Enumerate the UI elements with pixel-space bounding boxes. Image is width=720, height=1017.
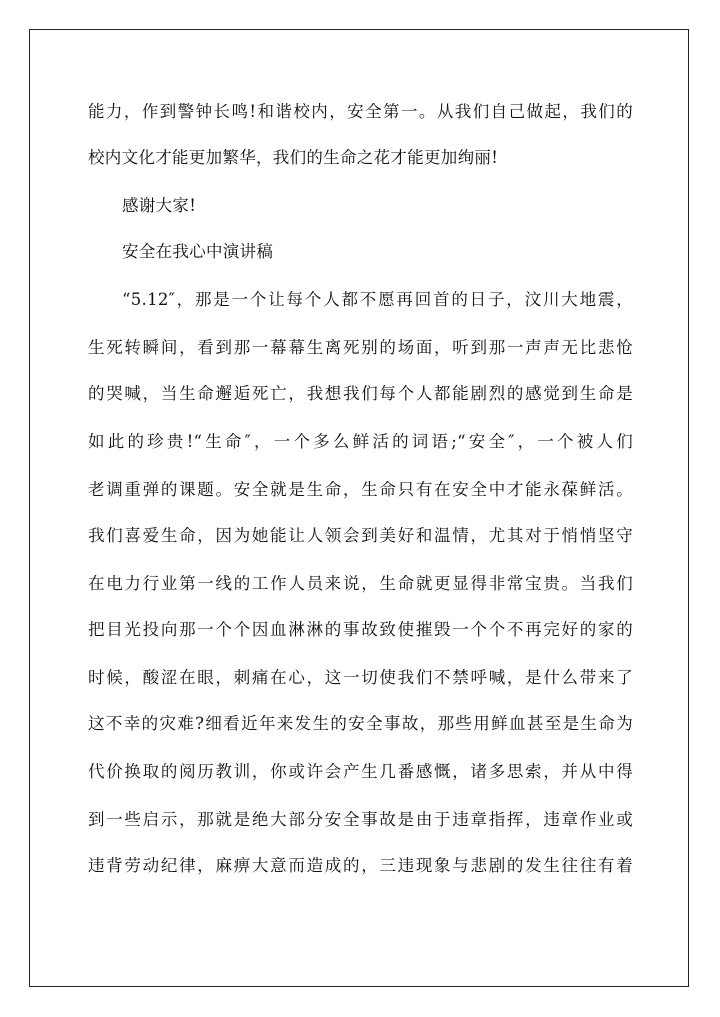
paragraph-line: 校内文化才能更加繁华，我们的生命之花才能更加绚丽!: [88, 148, 499, 167]
paragraph-line: 违背劳动纪律，麻痹大意而造成的，三违现象与悲剧的发生往往有着: [88, 856, 633, 875]
paragraph-line: 能力，作到警钟长鸣!和谐校内，安全第一。从我们自己做起，我们的: [88, 102, 633, 121]
paragraph-line: 我们喜爱生命，因为她能让人领会到美好和温情，尤其对于悄悄坚守: [88, 526, 633, 545]
paragraph-line: 把目光投向那一个个因血淋淋的事故致使摧毁一个个不再完好的家的: [88, 620, 633, 639]
paragraph-line: 到一些启示，那就是绝大部分安全事故是由于违章指挥，违章作业或: [88, 810, 633, 829]
paragraph-line: 在电力行业第一线的工作人员来说，生命就更显得非常宝贵。当我们: [88, 574, 633, 593]
page-border: [29, 29, 689, 987]
paragraph-line: 老调重弹的课题。安全就是生命，生命只有在安全中才能永葆鲜活。: [88, 480, 633, 499]
paragraph-line: 时候，酸涩在眼，刺痛在心，这一切使我们不禁呼喊，是什么带来了: [88, 668, 633, 687]
paragraph-line: 这不幸的灾难?细看近年来发生的安全事故，那些用鲜血甚至是生命为: [88, 714, 633, 733]
closing-thanks: 感谢大家!: [122, 196, 197, 215]
paragraph-line: 生死转瞬间，看到那一幕幕生离死别的场面，听到那一声声无比悲怆: [88, 338, 633, 357]
paragraph-line: “5.12″，那是一个让每个人都不愿再回首的日子，汶川大地震，: [122, 290, 633, 309]
paragraph-line: 的哭喊，当生命邂逅死亡，我想我们每个人都能剧烈的感觉到生命是: [88, 384, 633, 403]
paragraph-line: 代价换取的阅历教训，你或许会产生几番感慨，诸多思索，并从中得: [88, 762, 633, 781]
paragraph-line: 如此的珍贵!“生命″，一个多么鲜活的词语;“安全″，一个被人们: [88, 432, 633, 451]
section-title: 安全在我心中演讲稿: [122, 242, 274, 261]
